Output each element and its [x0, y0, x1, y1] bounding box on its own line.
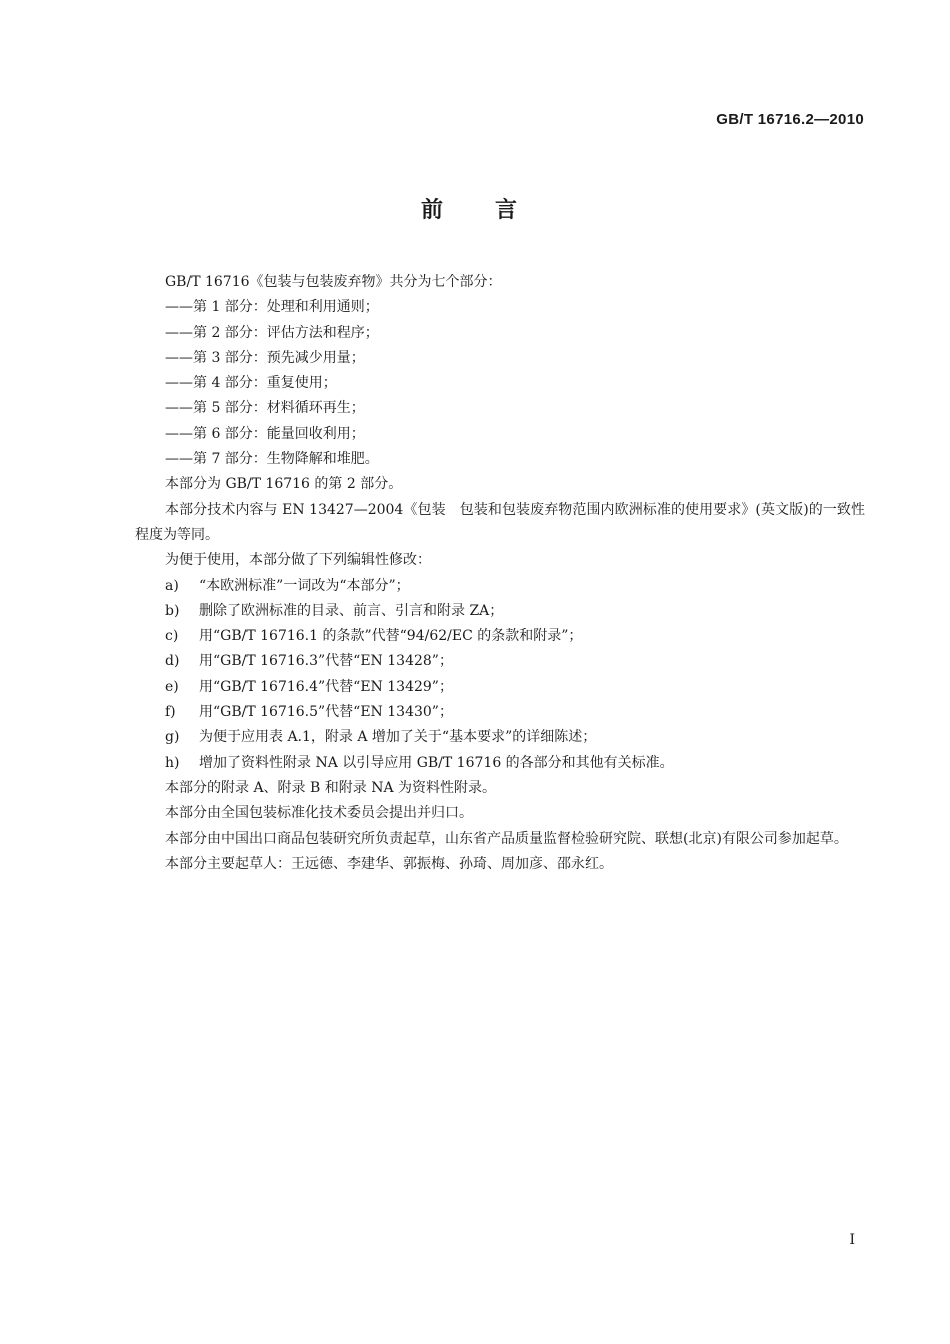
part-item: ——第 7 部分：生物降解和堆肥。 [165, 451, 379, 468]
edit-item [135, 624, 865, 649]
page-number: I [849, 1232, 855, 1248]
drafters-paragraph: 本部分主要起草人：王远德、李建华、郭振梅、孙琦、周加彦、邵永红。 [165, 855, 613, 872]
edit-text: 用“GB/T 16716.5”代替“EN 13430”； [199, 704, 453, 721]
part-item: ——第 1 部分：处理和利用通则； [165, 299, 379, 316]
edit-text: 增加了资料性附录 NA 以引导应用 GB/T 16716 的各部分和其他有关标准。 [199, 754, 674, 771]
drafted-by-paragraph: 本部分由中国出口商品包装研究所负责起草，山东省产品质量监督检验研究院、联想(北京)有限公司参加起草。 [165, 830, 848, 847]
this-part-paragraph: 本部分为 GB/T 16716 的第 2 部分。 [165, 476, 403, 493]
edit-item [135, 675, 865, 700]
edit-item [135, 599, 865, 624]
edit-text: 用“GB/T 16716.1 的条款”代替“94/62/EC 的条款和附录”； [199, 628, 583, 645]
edit-marker: c) [165, 628, 179, 645]
edit-item [135, 751, 865, 776]
edit-marker: h) [165, 754, 180, 771]
edit-item [135, 574, 865, 599]
edit-text: 为便于应用表 A.1，附录 A 增加了关于“基本要求”的详细陈述； [199, 729, 597, 746]
edit-item [135, 649, 865, 674]
edit-marker: b) [165, 602, 180, 619]
part-item: ——第 2 部分：评估方法和程序； [165, 324, 379, 341]
foreword-body [135, 270, 865, 877]
proposed-by-paragraph: 本部分由全国包装标准化技术委员会提出并归口。 [165, 805, 473, 822]
page-title: 前言 [420, 198, 569, 223]
edit-marker: g) [165, 729, 180, 746]
edit-item [135, 700, 865, 725]
part-item: ——第 3 部分：预先减少用量； [165, 349, 365, 366]
edit-marker: a) [165, 577, 179, 594]
edit-text: 用“GB/T 16716.3”代替“EN 13428”； [199, 653, 453, 670]
edits-intro-paragraph: 为便于使用，本部分做了下列编辑性修改： [165, 552, 431, 569]
edit-text: 用“GB/T 16716.4”代替“EN 13429”； [199, 678, 453, 695]
part-item: ——第 5 部分：材料循环再生； [165, 400, 365, 417]
equivalence-paragraph: 本部分技术内容与 EN 13427—2004《包装 包装和包装废弃物范围内欧洲标准的使用要求》(英文版)的一致性程度为等同。 [135, 501, 865, 543]
edit-text: “本欧洲标准”一词改为“本部分”； [199, 577, 410, 594]
part-item: ——第 6 部分：能量回收利用； [165, 425, 365, 442]
annexes-paragraph: 本部分的附录 A、附录 B 和附录 NA 为资料性附录。 [165, 779, 497, 796]
edit-text: 删除了欧洲标准的目录、前言、引言和附录 ZA； [199, 602, 504, 619]
intro-paragraph: GB/T 16716《包装与包装废弃物》共分为七个部分： [165, 274, 502, 290]
edit-marker: f) [165, 704, 176, 721]
part-item: ——第 4 部分：重复使用； [165, 375, 337, 392]
edit-item [135, 725, 865, 750]
edit-marker: d) [165, 653, 180, 670]
standard-code: GB/T 16716.2—2010 [716, 111, 864, 128]
edit-marker: e) [165, 678, 179, 695]
